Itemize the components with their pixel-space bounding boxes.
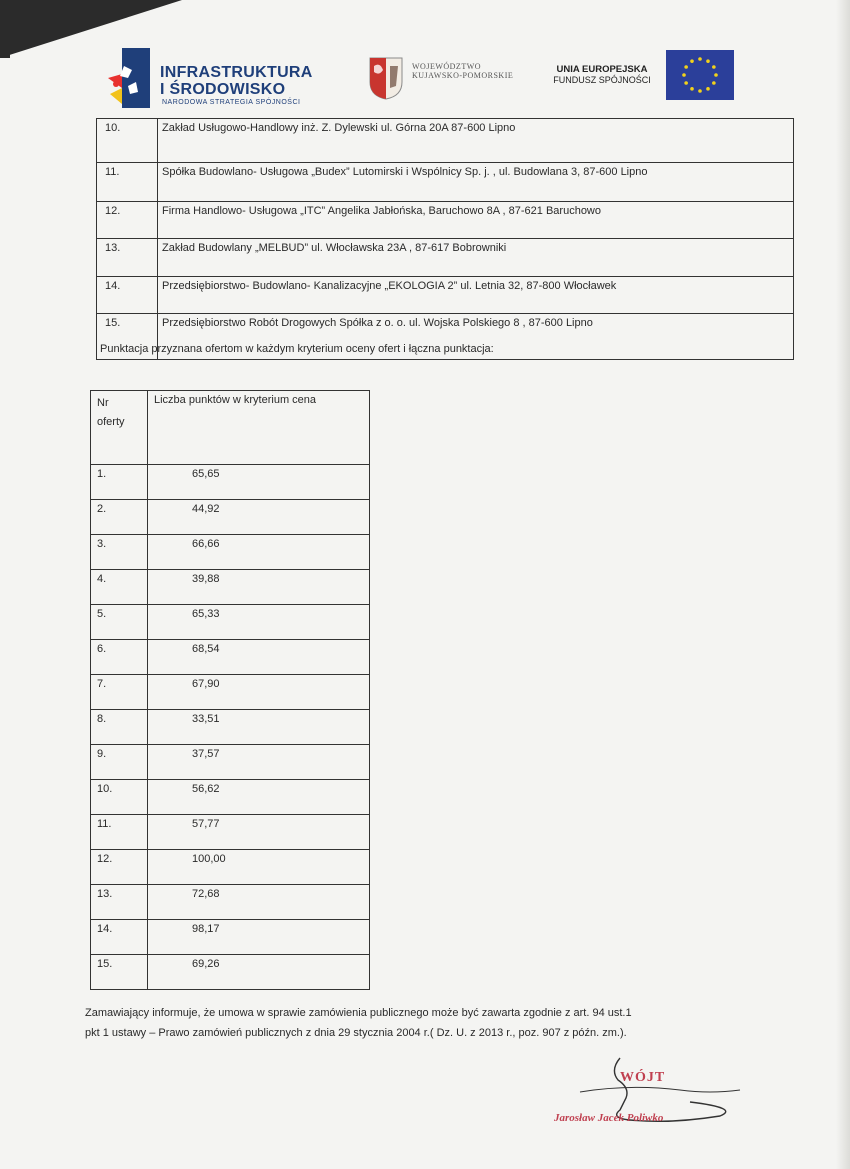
eu-text xyxy=(548,64,656,86)
eu-flag-icon xyxy=(666,50,734,100)
score-offer-number: 5. xyxy=(91,605,148,640)
voivodeship-crest-icon xyxy=(368,56,404,100)
contractor-details: Przedsiębiorstwo Robót Drogowych Spółka z o. o. ul. Wojska Polskiego 8 , 87-600 Lipno xyxy=(158,314,794,360)
eu-star-icon xyxy=(712,81,716,85)
score-row xyxy=(91,780,370,815)
legal-notice xyxy=(85,1003,765,1043)
scores-header-row xyxy=(91,391,370,465)
stamp-title: WÓJT xyxy=(620,1070,666,1085)
contractors-table xyxy=(96,118,794,360)
header-price-points: Liczba punktów w kryterium cena xyxy=(148,391,370,465)
eu-star-icon xyxy=(684,81,688,85)
eu-star-icon xyxy=(706,87,710,91)
infrastruktura-title-line2: I ŚRODOWISKO xyxy=(160,81,286,98)
score-row xyxy=(91,745,370,780)
score-row xyxy=(91,570,370,605)
score-value: 100,00 xyxy=(148,850,370,885)
score-value: 56,62 xyxy=(148,780,370,815)
contractor-number: 10. xyxy=(97,119,158,163)
score-row xyxy=(91,605,370,640)
score-offer-number: 4. xyxy=(91,570,148,605)
eu-star-icon xyxy=(690,87,694,91)
score-row xyxy=(91,500,370,535)
eu-star-icon xyxy=(684,65,688,69)
eu-star-icon xyxy=(706,59,710,63)
contractor-details: Firma Handlowo- Usługowa „ITC” Angelika Jabłońska, Baruchowo 8A , 87-621 Baruchowo xyxy=(158,202,794,239)
kp-line1: WOJEWÓDZTWO xyxy=(412,62,482,71)
score-value: 33,51 xyxy=(148,710,370,745)
contractor-row xyxy=(97,119,794,163)
score-offer-number: 9. xyxy=(91,745,148,780)
score-offer-number: 7. xyxy=(91,675,148,710)
score-row xyxy=(91,535,370,570)
score-value: 67,90 xyxy=(148,675,370,710)
score-row xyxy=(91,920,370,955)
score-value: 68,54 xyxy=(148,640,370,675)
header-offer-number xyxy=(91,391,148,465)
infrastruktura-subtitle: NARODOWA STRATEGIA SPÓJNOŚCI xyxy=(162,99,301,106)
header-offer-number-line2: oferty xyxy=(97,416,125,428)
eu-line2: FUNDUSZ SPÓJNOŚCI xyxy=(553,75,651,85)
score-value: 39,88 xyxy=(148,570,370,605)
contractor-details: Zakład Budowlany „MELBUD” ul. Włocławska 23A , 87-617 Bobrowniki xyxy=(158,239,794,277)
contractor-details: Zakład Usługowo-Handlowy inż. Z. Dylewski ul. Górna 20A 87-600 Lipno xyxy=(158,119,794,163)
contractor-number: 12. xyxy=(97,202,158,239)
stamp-name: Jarosław Jacek Poliwko xyxy=(554,1112,664,1124)
score-value: 57,77 xyxy=(148,815,370,850)
infrastruktura-logo xyxy=(108,48,328,110)
kujawsko-pomorskie-logo xyxy=(368,56,538,104)
scan-fold-edge xyxy=(0,0,10,58)
contractor-details: Przedsiębiorstwo- Budowlano- Kanalizacyjne „EKOLOGIA 2” ul. Letnia 32, 87-800 Włocławek xyxy=(158,277,794,314)
score-offer-number: 3. xyxy=(91,535,148,570)
score-row xyxy=(91,465,370,500)
score-offer-number: 14. xyxy=(91,920,148,955)
infrastruktura-title xyxy=(160,64,313,98)
handwritten-signature-icon xyxy=(550,1040,750,1140)
score-value: 44,92 xyxy=(148,500,370,535)
score-value: 66,66 xyxy=(148,535,370,570)
legal-notice-line2: pkt 1 ustawy – Prawo zamówień publicznych z dnia 29 stycznia 2004 r.( Dz. U. z 2013 r., poz. 907 z późn. zm.). xyxy=(85,1027,627,1039)
contractor-number: 15. xyxy=(97,314,158,360)
score-value: 69,26 xyxy=(148,955,370,990)
score-value: 65,65 xyxy=(148,465,370,500)
score-offer-number: 2. xyxy=(91,500,148,535)
contractor-row xyxy=(97,163,794,202)
signature-stamp xyxy=(550,1040,750,1140)
score-row xyxy=(91,850,370,885)
scores-table xyxy=(90,390,370,990)
eu-star-icon xyxy=(690,59,694,63)
score-row xyxy=(91,710,370,745)
score-row xyxy=(91,640,370,675)
score-row xyxy=(91,955,370,990)
kp-line2: KUJAWSKO-POMORSKIE xyxy=(412,71,514,80)
score-offer-number: 6. xyxy=(91,640,148,675)
header-offer-number-line1: Nr xyxy=(97,397,109,409)
contractor-row xyxy=(97,277,794,314)
score-offer-number: 11. xyxy=(91,815,148,850)
scores-caption: Punktacja przyznana ofertom w każdym kryterium oceny ofert i łączna punktacja: xyxy=(100,343,494,355)
score-offer-number: 1. xyxy=(91,465,148,500)
scan-right-edge xyxy=(836,0,850,1169)
score-offer-number: 10. xyxy=(91,780,148,815)
infrastruktura-title-line1: INFRASTRUKTURA xyxy=(160,64,313,81)
kujawsko-pomorskie-text xyxy=(412,62,513,80)
score-row xyxy=(91,675,370,710)
score-row xyxy=(91,885,370,920)
contractor-number: 14. xyxy=(97,277,158,314)
eu-star-icon xyxy=(698,89,702,93)
eu-line1: UNIA EUROPEJSKA xyxy=(556,64,648,75)
score-value: 65,33 xyxy=(148,605,370,640)
contractor-number: 13. xyxy=(97,239,158,277)
legal-notice-line1: Zamawiający informuje, że umowa w sprawie zamówienia publicznego może być zawarta zgodnie z art. 94 ust.1 xyxy=(85,1007,632,1019)
eu-star-icon xyxy=(682,73,686,77)
eu-star-icon xyxy=(714,73,718,77)
score-value: 37,57 xyxy=(148,745,370,780)
eu-star-icon xyxy=(712,65,716,69)
contractor-details: Spółka Budowlano- Usługowa „Budex” Lutomirski i Wspólnicy Sp. j. , ul. Budowlana 3, 87-600 Lipno xyxy=(158,163,794,202)
score-offer-number: 12. xyxy=(91,850,148,885)
infrastruktura-mark-icon xyxy=(108,48,150,108)
score-offer-number: 8. xyxy=(91,710,148,745)
score-value: 72,68 xyxy=(148,885,370,920)
score-offer-number: 15. xyxy=(91,955,148,990)
score-value: 98,17 xyxy=(148,920,370,955)
eu-star-icon xyxy=(698,57,702,61)
contractor-number: 11. xyxy=(97,163,158,202)
eu-logo xyxy=(548,50,738,104)
score-offer-number: 13. xyxy=(91,885,148,920)
contractor-row xyxy=(97,239,794,277)
contractor-row xyxy=(97,202,794,239)
score-row xyxy=(91,815,370,850)
